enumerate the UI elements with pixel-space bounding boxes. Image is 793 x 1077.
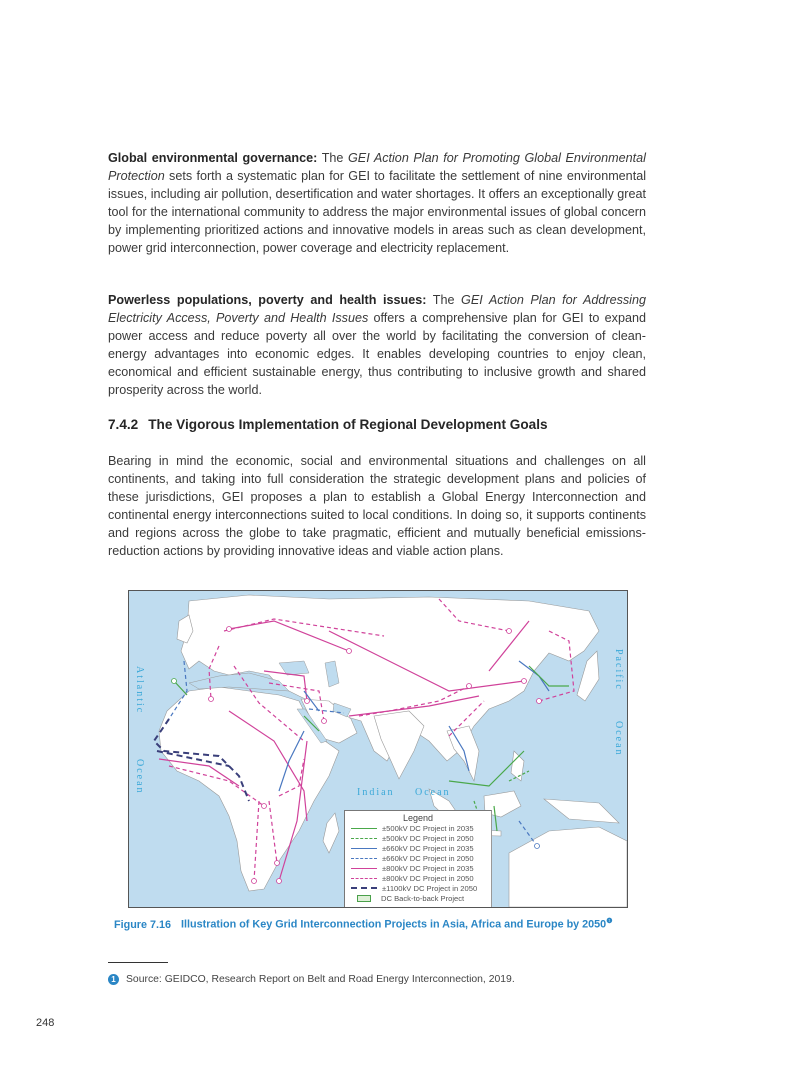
land-australia <box>509 827 627 907</box>
legend-line-swatch <box>351 887 377 889</box>
legend-label: ±660kV DC Project in 2035 <box>382 843 474 853</box>
legend-item <box>345 893 491 903</box>
legend-label: ±500kV DC Project in 2050 <box>382 833 474 843</box>
footnote-reference[interactable]: ❶ <box>606 918 613 925</box>
indian-ocean-label: Ocean <box>415 787 451 798</box>
station-node <box>347 649 352 654</box>
grid-interconnection-map <box>128 590 628 908</box>
station-node <box>305 699 310 704</box>
station-node <box>262 804 267 809</box>
page-number: 248 <box>36 1017 55 1029</box>
paragraph-lead: Global environmental governance: <box>108 151 318 165</box>
figure-title: Illustration of Key Grid Interconnection Projects in Asia, Africa and Europe by 2050 <box>181 918 607 931</box>
legend-label: ±1100kV DC Project in 2050 <box>382 883 478 893</box>
paragraph-environmental-governance: Global environmental governance: The GEI Action Plan for Promoting Global Environmental Protection sets forth a systematic plan for GEI to facilitate the settlement of nine environmental issues, including air pollution, desertification and water shortages. It offers an exceptionally great tool for the international community to address the major environmental issues of global concern by implementing prioritized actions and innovative models in areas such as clean development, power grid interconnection, power coverage and electricity replacement. <box>108 151 646 255</box>
legend-label: ±800kV DC Project in 2050 <box>382 873 474 883</box>
station-node <box>172 679 177 684</box>
footnote-divider <box>108 962 168 963</box>
plan-title: GEI Action Plan for Addressing Electricity Access, Poverty and Health Issues <box>108 293 646 325</box>
section-heading <box>108 417 548 432</box>
atlantic-ocean-label: Ocean <box>134 759 145 795</box>
land-new-guinea <box>544 799 619 823</box>
paragraph-lead: Powerless populations, poverty and health issues: <box>108 293 427 307</box>
figure-caption <box>114 917 612 931</box>
figure-number: Figure 7.16 <box>114 918 172 931</box>
station-node <box>507 629 512 634</box>
footnote <box>108 974 515 985</box>
legend-line-swatch <box>351 848 377 849</box>
legend-item <box>345 823 491 833</box>
station-node <box>252 879 257 884</box>
section-body: Bearing in mind the economic, social and environmental situations and challenges on all continents, and taking into full consideration the strategic development plans and policies of these jurisdictions, GEI proposes a plan to establish a Global Energy Interconnection and continental energy interconnections suited to local conditions. In doing so, it supports continents and regions across the globe to take pragmatic, efficient and mutually beneficial emissions-reduction actions by providing innovative ideas and viable action plans. <box>108 454 646 558</box>
land-philippines <box>511 751 524 781</box>
back-to-back-icon <box>357 895 371 902</box>
legend-line-swatch <box>351 858 377 859</box>
land-japan <box>577 651 599 701</box>
legend-item <box>345 883 491 893</box>
map-legend <box>344 810 492 907</box>
station-node <box>537 699 542 704</box>
legend-item <box>345 833 491 843</box>
plan-title: GEI Action Plan for Promoting Global Environmental Protection <box>108 151 646 183</box>
section-number: 7.4.2 <box>108 417 139 432</box>
paragraph-powerless-populations: Powerless populations, poverty and health issues: The GEI Action Plan for Addressing Electricity Access, Poverty and Health Issues offers a comprehensive plan for GEI to expand power access and reduce poverty all over the world by facilitating the conversion of clean-energy advantages into economic edges. It enables developing countries to enjoy clean, economical and efficient sustainable energy, thus contributing to inclusive growth and shared prosperity across the world. <box>108 293 646 397</box>
station-node <box>467 684 472 689</box>
pacific-ocean-label: Ocean <box>613 721 624 757</box>
station-node <box>535 844 540 849</box>
station-node <box>522 679 527 684</box>
legend-label: ±800kV DC Project in 2035 <box>382 863 474 873</box>
indian-label: Indian <box>357 787 395 798</box>
legend-line-swatch <box>351 828 377 829</box>
land-madagascar <box>323 813 339 853</box>
legend-title: Legend <box>402 813 434 823</box>
legend-line-swatch <box>351 838 377 839</box>
legend-label: DC Back-to-back Project <box>381 893 465 903</box>
legend-line-swatch <box>351 878 377 879</box>
atlantic-label: Atlantic <box>134 666 145 715</box>
legend-item <box>345 843 491 853</box>
station-node <box>275 861 280 866</box>
legend-item <box>345 873 491 883</box>
station-node <box>227 627 232 632</box>
footnote-marker-icon: 1 <box>108 974 119 985</box>
legend-label: ±500kV DC Project in 2035 <box>382 823 474 833</box>
legend-item <box>345 863 491 873</box>
footnote-text: Source: GEIDCO, Research Report on Belt and Road Energy Interconnection, 2019. <box>126 974 515 985</box>
pacific-label: Pacific <box>613 649 624 691</box>
legend-line-swatch <box>351 868 377 869</box>
station-node <box>277 879 282 884</box>
station-node <box>209 697 214 702</box>
section-title: The Vigorous Implementation of Regional Development Goals <box>148 417 548 432</box>
legend-item <box>345 853 491 863</box>
legend-label: ±660kV DC Project in 2050 <box>382 853 474 863</box>
station-node <box>322 719 327 724</box>
